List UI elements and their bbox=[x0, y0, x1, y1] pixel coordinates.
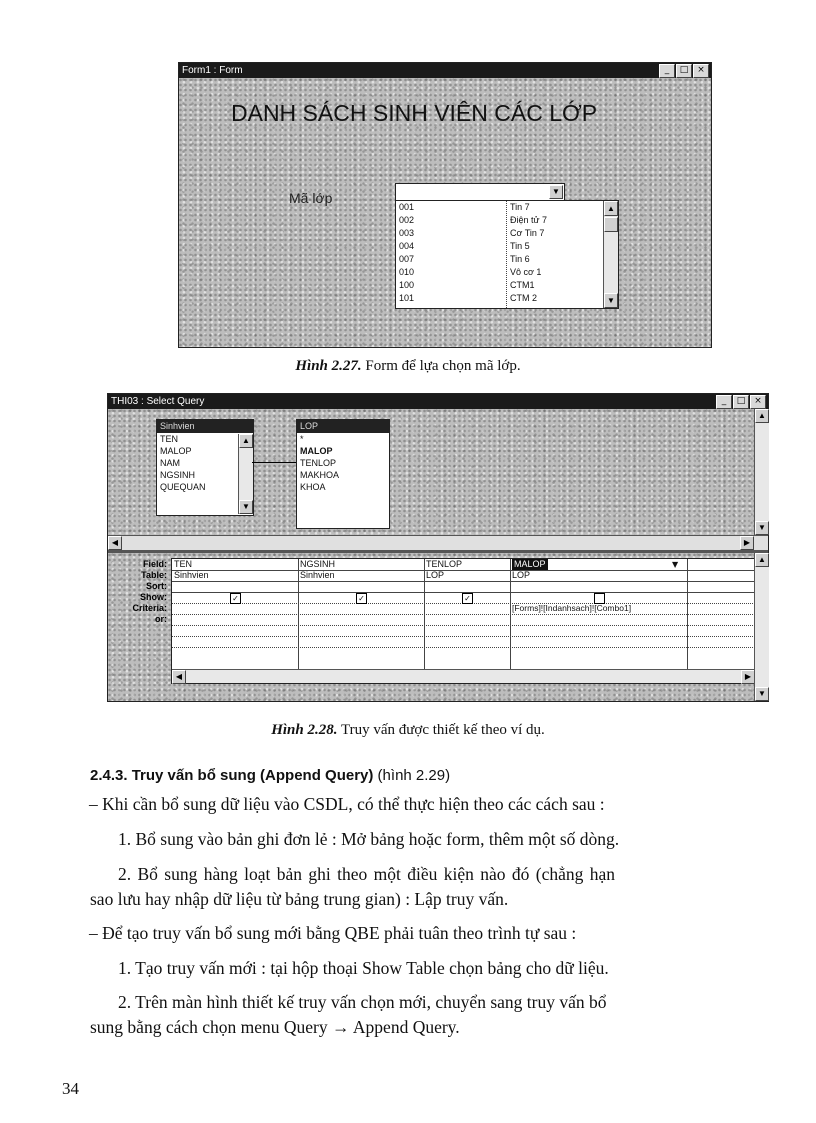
qbe-table-cell[interactable]: LOP bbox=[426, 570, 445, 580]
qbe-field-cell[interactable]: TEN bbox=[174, 559, 192, 569]
form-window-title: Form1 : Form bbox=[182, 65, 243, 76]
qbe-field-cell[interactable]: NGSINH bbox=[300, 559, 336, 569]
table-pane-hscroll[interactable] bbox=[108, 535, 768, 550]
qbe-table-cell[interactable]: Sinhvien bbox=[300, 570, 335, 580]
scroll-down-icon[interactable]: ▼ bbox=[604, 293, 618, 308]
dropdown-row-code: 100 bbox=[399, 280, 415, 290]
dropdown-row-name: Cơ Tin 7 bbox=[510, 228, 545, 238]
table-field-item[interactable]: KHOA bbox=[300, 482, 326, 492]
figure1-caption-number: Hình 2.27. bbox=[295, 358, 362, 374]
dropdown-row-code: 010 bbox=[399, 267, 415, 277]
table-field-item[interactable]: NGSINH bbox=[160, 470, 196, 480]
dropdown-row[interactable] bbox=[396, 266, 601, 279]
table-field-item[interactable]: NAM bbox=[160, 458, 180, 468]
scroll-right-icon[interactable]: ▶ bbox=[741, 670, 755, 684]
paragraph-1: – Khi cần bổ sung dữ liệu vào CSDL, có thể thực hiện theo các cách sau : bbox=[89, 794, 605, 814]
qbe-grid[interactable] bbox=[171, 558, 756, 684]
qbe-show-checkbox[interactable]: ✓ bbox=[230, 593, 241, 604]
dropdown-row[interactable] bbox=[396, 214, 601, 227]
table-field-item[interactable]: TENLOP bbox=[300, 458, 337, 468]
qbe-field-cell[interactable]: MALOP bbox=[514, 559, 546, 569]
scroll-down-icon[interactable]: ▼ bbox=[239, 500, 253, 514]
table-pane-vscroll[interactable] bbox=[754, 409, 769, 535]
field-dropdown-arrow[interactable]: ▼ bbox=[672, 560, 679, 569]
qbe-criteria-cell[interactable]: [Forms]![Indanhsach]![Combo1] bbox=[512, 603, 632, 613]
page-number: 34 bbox=[62, 1079, 79, 1098]
figure2-caption-number: Hình 2.28. bbox=[271, 722, 338, 738]
dropdown-row[interactable] bbox=[396, 279, 601, 292]
table-field-item[interactable]: MALOP bbox=[300, 446, 333, 456]
lop-table-title: LOP bbox=[297, 420, 389, 433]
scroll-up-icon[interactable]: ▲ bbox=[239, 434, 253, 448]
table-field-item[interactable]: MALOP bbox=[160, 446, 192, 456]
qbe-row-label: or: bbox=[155, 614, 167, 624]
sinhvien-scrollbar[interactable] bbox=[238, 434, 253, 514]
dropdown-row-name: CTM 2 bbox=[510, 293, 537, 303]
qbe-show-checkbox[interactable]: ✓ bbox=[356, 593, 367, 604]
dropdown-row-name: Tin 5 bbox=[510, 241, 530, 251]
scroll-left-icon[interactable]: ◀ bbox=[172, 670, 186, 684]
scroll-down-icon[interactable]: ▼ bbox=[755, 521, 769, 535]
dropdown-row-name: Điện tử 7 bbox=[510, 215, 548, 225]
figure1-caption bbox=[0, 358, 816, 375]
sinhvien-table-box[interactable] bbox=[156, 419, 254, 516]
dropdown-row-name: Vô cơ 1 bbox=[510, 267, 542, 277]
lop-table-box[interactable] bbox=[296, 419, 390, 529]
scroll-down-icon[interactable]: ▼ bbox=[755, 687, 769, 701]
form-titlebar bbox=[179, 63, 711, 78]
qbe-vscroll[interactable] bbox=[754, 553, 769, 701]
table-field-item[interactable]: TEN bbox=[160, 434, 178, 444]
qbe-hscroll[interactable] bbox=[172, 669, 755, 683]
maximize-button[interactable]: □ bbox=[676, 64, 692, 78]
form-window bbox=[178, 62, 712, 348]
qbe-row-label: Sort: bbox=[146, 581, 167, 591]
paragraph-3a: 2. Bổ sung hàng loạt bản ghi theo một điều kiện nào đó (chẳng hạn bbox=[118, 864, 616, 884]
qbe-row-labels bbox=[108, 559, 170, 625]
minimize-button[interactable]: _ bbox=[716, 395, 732, 409]
scroll-up-icon[interactable]: ▲ bbox=[755, 409, 769, 423]
dropdown-row-code: 001 bbox=[399, 202, 415, 212]
lop-field-list[interactable] bbox=[297, 433, 389, 493]
figure2-caption-text: Truy vấn được thiết kế theo ví dụ. bbox=[337, 722, 545, 738]
scroll-up-icon[interactable]: ▲ bbox=[604, 201, 618, 216]
dropdown-row-code: 007 bbox=[399, 254, 415, 264]
table-field-item[interactable]: MAKHOA bbox=[300, 470, 340, 480]
minimize-button[interactable]: _ bbox=[659, 64, 675, 78]
scroll-left-icon[interactable]: ◀ bbox=[108, 536, 122, 550]
malop-dropdown-list[interactable] bbox=[395, 200, 619, 309]
qbe-field-cell[interactable]: TENLOP bbox=[426, 559, 463, 569]
paragraph-3b: sao lưu hay nhập dữ liệu từ bảng trung gian) : Lập truy vấn. bbox=[90, 889, 509, 909]
join-line bbox=[252, 462, 296, 463]
dropdown-row-code: 004 bbox=[399, 241, 415, 251]
section-heading bbox=[90, 767, 450, 785]
figure1-caption-text: Form để lựa chọn mã lớp. bbox=[361, 358, 521, 374]
dropdown-row-code: 002 bbox=[399, 215, 415, 225]
dropdown-row[interactable] bbox=[396, 240, 601, 253]
qbe-pane bbox=[108, 553, 754, 701]
chevron-down-icon[interactable]: ▼ bbox=[549, 185, 563, 199]
table-pane bbox=[108, 409, 754, 535]
close-button[interactable]: × bbox=[750, 395, 766, 409]
form-heading: DANH SÁCH SINH VIÊN CÁC LỚP bbox=[231, 100, 598, 126]
section-heading-ref: (hình 2.29) bbox=[373, 767, 451, 784]
dropdown-row-name: Tin 7 bbox=[510, 202, 530, 212]
figure2-caption bbox=[0, 722, 816, 739]
table-field-item[interactable]: * bbox=[300, 434, 304, 444]
qbe-table-cell[interactable]: LOP bbox=[512, 570, 531, 580]
query-titlebar bbox=[108, 394, 768, 409]
query-window-title: THI03 : Select Query bbox=[111, 396, 205, 407]
scroll-thumb[interactable] bbox=[604, 217, 618, 232]
qbe-row-label: Criteria: bbox=[132, 603, 167, 613]
query-window bbox=[107, 393, 769, 702]
dropdown-row[interactable] bbox=[396, 227, 601, 240]
sinhvien-table-title: Sinhvien bbox=[157, 420, 253, 433]
paragraph-2: 1. Bổ sung vào bản ghi đơn lẻ : Mở bảng hoặc form, thêm một số dòng. bbox=[118, 829, 620, 849]
scroll-right-icon[interactable]: ▶ bbox=[740, 536, 754, 550]
dropdown-row-name: CTM1 bbox=[510, 280, 535, 290]
dropdown-rows bbox=[396, 201, 601, 303]
dropdown-row[interactable] bbox=[396, 201, 601, 214]
dropdown-row-code: 101 bbox=[399, 293, 415, 303]
table-field-item[interactable]: QUEQUAN bbox=[160, 482, 206, 492]
paragraph-5: 1. Tạo truy vấn mới : tại hộp thoại Show Table chọn bảng cho dữ liệu. bbox=[118, 958, 609, 978]
paragraph-6a: 2. Trên màn hình thiết kế truy vấn chọn mới, chuyển sang truy vấn bổ bbox=[118, 992, 607, 1012]
dropdown-row-name: Tin 6 bbox=[510, 254, 530, 264]
paragraph-6b: sung bằng cách chọn menu Query → Append Query. bbox=[90, 1017, 460, 1037]
dropdown-scrollbar[interactable] bbox=[603, 201, 618, 308]
scroll-up-icon[interactable]: ▲ bbox=[755, 553, 769, 567]
qbe-row-label: Field: bbox=[143, 559, 167, 569]
maximize-button[interactable]: □ bbox=[733, 395, 749, 409]
malop-label: Mã lớp bbox=[289, 190, 333, 206]
form-body bbox=[179, 78, 711, 347]
qbe-table-cell[interactable]: Sinhvien bbox=[174, 570, 209, 580]
qbe-row-label: Table: bbox=[141, 570, 167, 580]
close-button[interactable]: × bbox=[693, 64, 709, 78]
qbe-show-checkbox[interactable]: ✓ bbox=[462, 593, 473, 604]
qbe-row-label: Show: bbox=[140, 592, 167, 602]
dropdown-row[interactable] bbox=[396, 253, 601, 266]
dropdown-row[interactable] bbox=[396, 292, 601, 305]
paragraph-4: – Để tạo truy vấn bổ sung mới bằng QBE phải tuân theo trình tự sau : bbox=[89, 923, 577, 943]
dropdown-row-code: 003 bbox=[399, 228, 415, 238]
section-heading-title: 2.4.3. Truy vấn bổ sung (Append Query) bbox=[90, 767, 374, 784]
